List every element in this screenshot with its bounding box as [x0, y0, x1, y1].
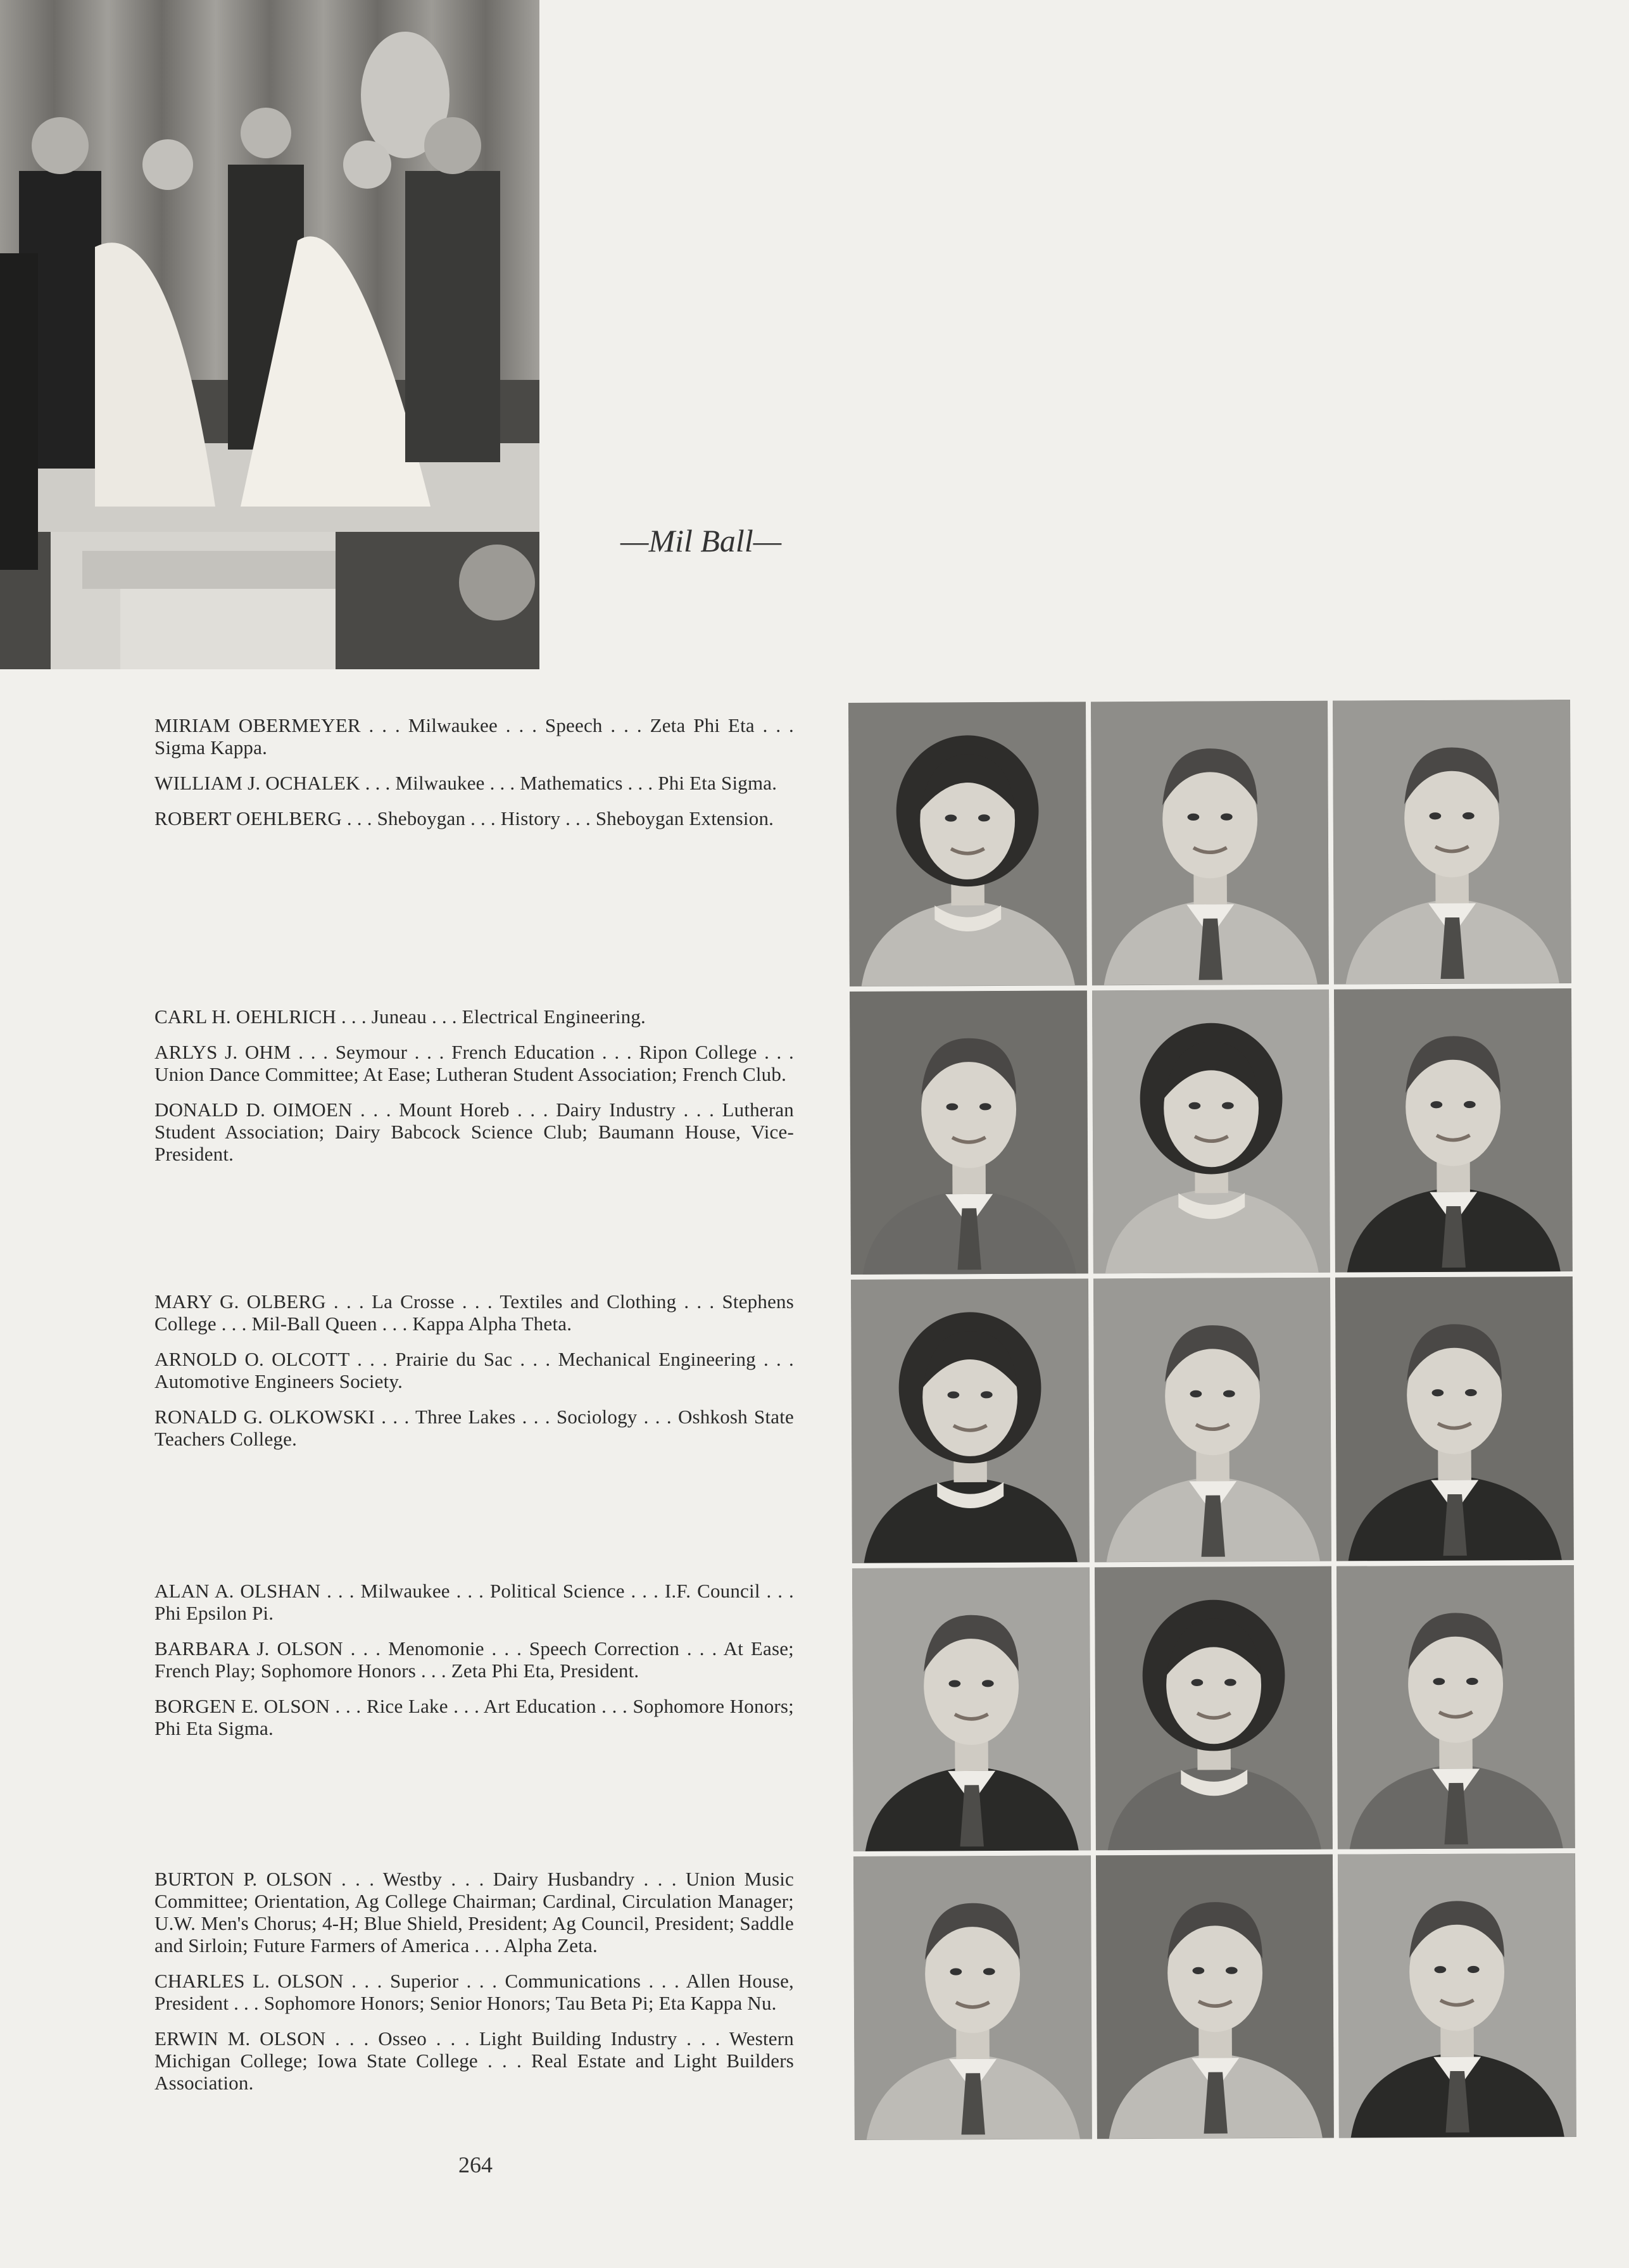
mil-ball-photo: [0, 0, 539, 669]
portrait-grid: [848, 700, 1576, 2140]
student-portrait: [1091, 701, 1330, 985]
bio-group-5: [154, 1868, 794, 2107]
bio-entry: CHARLES L. OLSON . . . Superior . . . Communications . . . Allen House, President . . . Sophomore Honors; Senior Honors; Tau Beta Pi; Eta Kappa Nu.: [154, 1970, 794, 2014]
bio-entry: BORGEN E. OLSON . . . Rice Lake . . . Art Education . . . Sophomore Honors; Phi Eta Sigma.: [154, 1695, 794, 1739]
bio-entry: ERWIN M. OLSON . . . Osseo . . . Light Building Industry . . . Western Michigan College; Iowa State College . . . Real Estate and Light Builders Association.: [154, 2027, 794, 2094]
student-portrait: [1096, 1855, 1335, 2139]
bio-entry: ROBERT OEHLBERG . . . Sheboygan . . . History . . . Sheboygan Extension.: [154, 807, 774, 829]
bio-group-2: [154, 1005, 794, 1178]
bio-entry: BURTON P. OLSON . . . Westby . . . Dairy Husbandry . . . Union Music Committee; Orientation, Ag College Chairman; Cardinal, Circulation Manager; U.W. Men's Chorus; 4-H; Blue Shield, President; Ag Council, President; Saddle and Sirloin; Future Farmers of America . . . Alpha Zeta.: [154, 1868, 794, 1956]
bio-entry: ARLYS J. OHM . . . Seymour . . . French Education . . . Ripon College . . . Union Dance Committee; At Ease; Lutheran Student Association; French Club.: [154, 1041, 794, 1085]
student-portrait: [1333, 700, 1571, 984]
student-portrait: [1092, 989, 1331, 1273]
photo-caption: —Mil Ball—: [620, 523, 782, 558]
student-portrait: [1334, 988, 1573, 1273]
bio-group-1: [154, 714, 794, 843]
bio-entry: ALAN A. OLSHAN . . . Milwaukee . . . Political Science . . . I.F. Council . . . Phi Epsilon Pi.: [154, 1580, 794, 1624]
student-portrait: [1095, 1566, 1333, 1850]
bio-entry: CARL H. OEHLRICH . . . Juneau . . . Electrical Engineering.: [154, 1005, 646, 1028]
bio-entry: ARNOLD O. OLCOTT . . . Prairie du Sac . . . Mechanical Engineering . . . Automotive Engineers Society.: [154, 1348, 794, 1392]
bio-entry: RONALD G. OLKOWSKI . . . Three Lakes . . . Sociology . . . Oshkosh State Teachers College.: [154, 1406, 794, 1450]
student-portrait: [1338, 1853, 1576, 2138]
bio-entry: MARY G. OLBERG . . . La Crosse . . . Textiles and Clothing . . . Stephens College . . . Mil-Ball Queen . . . Kappa Alpha Theta.: [154, 1290, 794, 1335]
bio-entry: WILLIAM J. OCHALEK . . . Milwaukee . . . Mathematics . . . Phi Eta Sigma.: [154, 772, 777, 794]
student-portrait: [1093, 1278, 1332, 1562]
bio-entry: BARBARA J. OLSON . . . Menomonie . . . Speech Correction . . . At Ease; French Play; Sophomore Honors . . . Zeta Phi Eta, President.: [154, 1637, 794, 1682]
student-portrait: [1335, 1276, 1574, 1561]
bio-entry: DONALD D. OIMOEN . . . Mount Horeb . . . Dairy Industry . . . Lutheran Student Association; Dairy Babcock Science Club; Baumann House, Vice-President.: [154, 1099, 794, 1165]
student-portrait: [850, 990, 1088, 1275]
bio-group-4: [154, 1580, 794, 1753]
student-portrait: [1337, 1565, 1575, 1849]
student-portrait: [851, 1279, 1090, 1563]
student-portrait: [848, 702, 1087, 986]
bio-entry: MIRIAM OBERMEYER . . . Milwaukee . . . Speech . . . Zeta Phi Eta . . . Sigma Kappa.: [154, 714, 794, 759]
student-portrait: [853, 1856, 1092, 2140]
page-number: 264: [458, 2152, 493, 2177]
student-portrait: [852, 1567, 1091, 1851]
bio-group-3: [154, 1290, 794, 1463]
